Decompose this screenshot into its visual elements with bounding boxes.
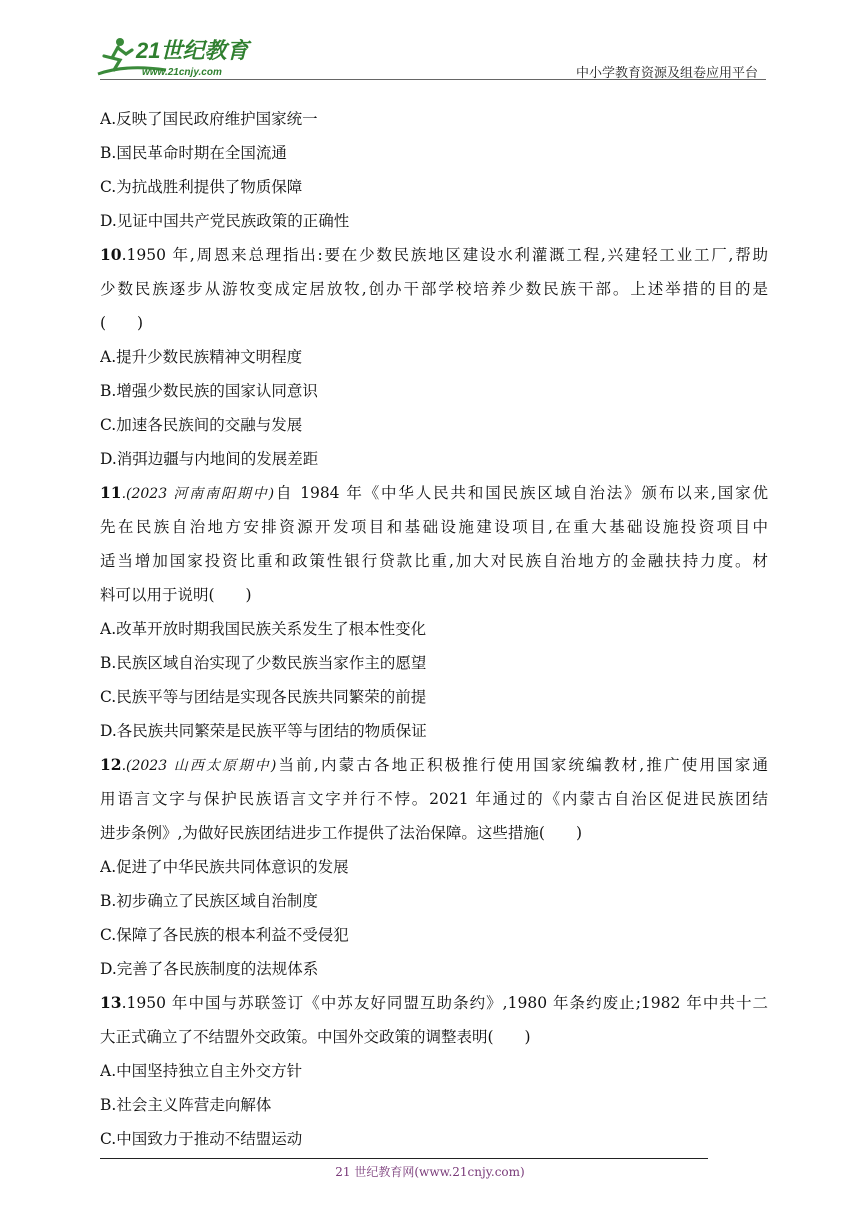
question-source: .(2023 山西太原期中) — [121, 758, 277, 774]
question-source: .(2023 河南南阳期中) — [121, 486, 275, 502]
option-a: A.反映了国民政府维护国家统一 — [100, 110, 318, 128]
question-number: 10 — [100, 245, 122, 264]
option-c: C.民族平等与团结是实现各民族共同繁荣的前提 — [100, 688, 427, 706]
option-c: C.加速各民族间的交融与发展 — [100, 416, 303, 434]
question-text: 先在民族自治地方安排资源开发项目和基础设施建设项目,在重大基础设施投资项目中 — [100, 518, 768, 536]
q10-options — [100, 340, 768, 476]
question-text: .1950 年中国与苏联签订《中苏友好同盟互助条约》,1980 年条约废止;1982 年中共十二 — [121, 994, 768, 1012]
q9-options — [100, 102, 768, 238]
question-number: 11 — [100, 483, 122, 502]
footer-divider — [100, 1158, 708, 1159]
option-c: C.中国致力于推动不结盟运动 — [100, 1130, 303, 1148]
question-10 — [100, 238, 768, 340]
option-d: D.消弭边疆与内地间的发展差距 — [100, 450, 319, 468]
logo-url: www.21cnjy.com — [142, 67, 222, 78]
question-text: 自 1984 年《中华人民共和国民族区域自治法》颁布以来,国家优 — [274, 484, 768, 502]
footer-link[interactable]: 21 世纪教育网(www.21cnjy.com) — [335, 1165, 525, 1179]
platform-name: 中小学教育资源及组卷应用平台 — [575, 66, 758, 81]
question-text: 少数民族逐步从游牧变成定居放牧,创办干部学校培养少数民族干部。上述举措的目的是 — [100, 280, 768, 298]
question-text: 料可以用于说明( ) — [100, 586, 252, 604]
logo-text: 21世纪教育 — [136, 38, 249, 63]
question-text: 进步条例》,为做好民族团结进步工作提供了法治保障。这些措施( ) — [100, 824, 583, 842]
option-b: B.社会主义阵营走向解体 — [100, 1096, 272, 1114]
question-text: ( ) — [100, 314, 144, 332]
question-11 — [100, 476, 768, 612]
exam-content — [100, 102, 768, 1156]
header-divider — [100, 79, 766, 80]
question-text: 适当增加国家投资比重和政策性银行贷款比重,加大对民族自治地方的金融扶持力度。材 — [100, 552, 768, 570]
question-text: 大正式确立了不结盟外交政策。中国外交政策的调整表明( ) — [100, 1028, 531, 1046]
question-text: 当前,内蒙古各地正积极推行使用国家统编教材,推广使用国家通 — [276, 756, 768, 774]
question-text: .1950 年,周恩来总理指出:要在少数民族地区建设水利灌溉工程,兴建轻工业工厂,帮助 — [121, 246, 768, 264]
option-b: B.民族区域自治实现了少数民族当家作主的愿望 — [100, 654, 427, 672]
q12-options — [100, 850, 768, 986]
logo — [96, 34, 266, 82]
option-b: B.增强少数民族的国家认同意识 — [100, 382, 318, 400]
option-a: A.改革开放时期我国民族关系发生了根本性变化 — [100, 620, 427, 638]
question-13 — [100, 986, 768, 1054]
option-d: D.各民族共同繁荣是民族平等与团结的物质保证 — [100, 722, 427, 740]
question-number: 13 — [100, 993, 122, 1012]
option-d: D.完善了各民族制度的法规体系 — [100, 960, 319, 978]
page-header — [96, 34, 766, 84]
option-c: C.为抗战胜利提供了物质保障 — [100, 178, 303, 196]
option-a: A.中国坚持独立自主外交方针 — [100, 1062, 303, 1080]
option-c: C.保障了各民族的根本利益不受侵犯 — [100, 926, 349, 944]
option-a: A.提升少数民族精神文明程度 — [100, 348, 303, 366]
option-a: A.促进了中华民族共同体意识的发展 — [100, 858, 349, 876]
question-number: 12 — [100, 755, 122, 774]
option-b: B.初步确立了民族区域自治制度 — [100, 892, 318, 910]
question-12 — [100, 748, 768, 850]
question-text: 用语言文字与保护民族语言文字并行不悖。2021 年通过的《内蒙古自治区促进民族团结 — [100, 790, 768, 808]
option-d: D.见证中国共产党民族政策的正确性 — [100, 212, 350, 230]
q13-options — [100, 1054, 768, 1156]
option-b: B.国民革命时期在全国流通 — [100, 144, 287, 162]
q11-options — [100, 612, 768, 748]
